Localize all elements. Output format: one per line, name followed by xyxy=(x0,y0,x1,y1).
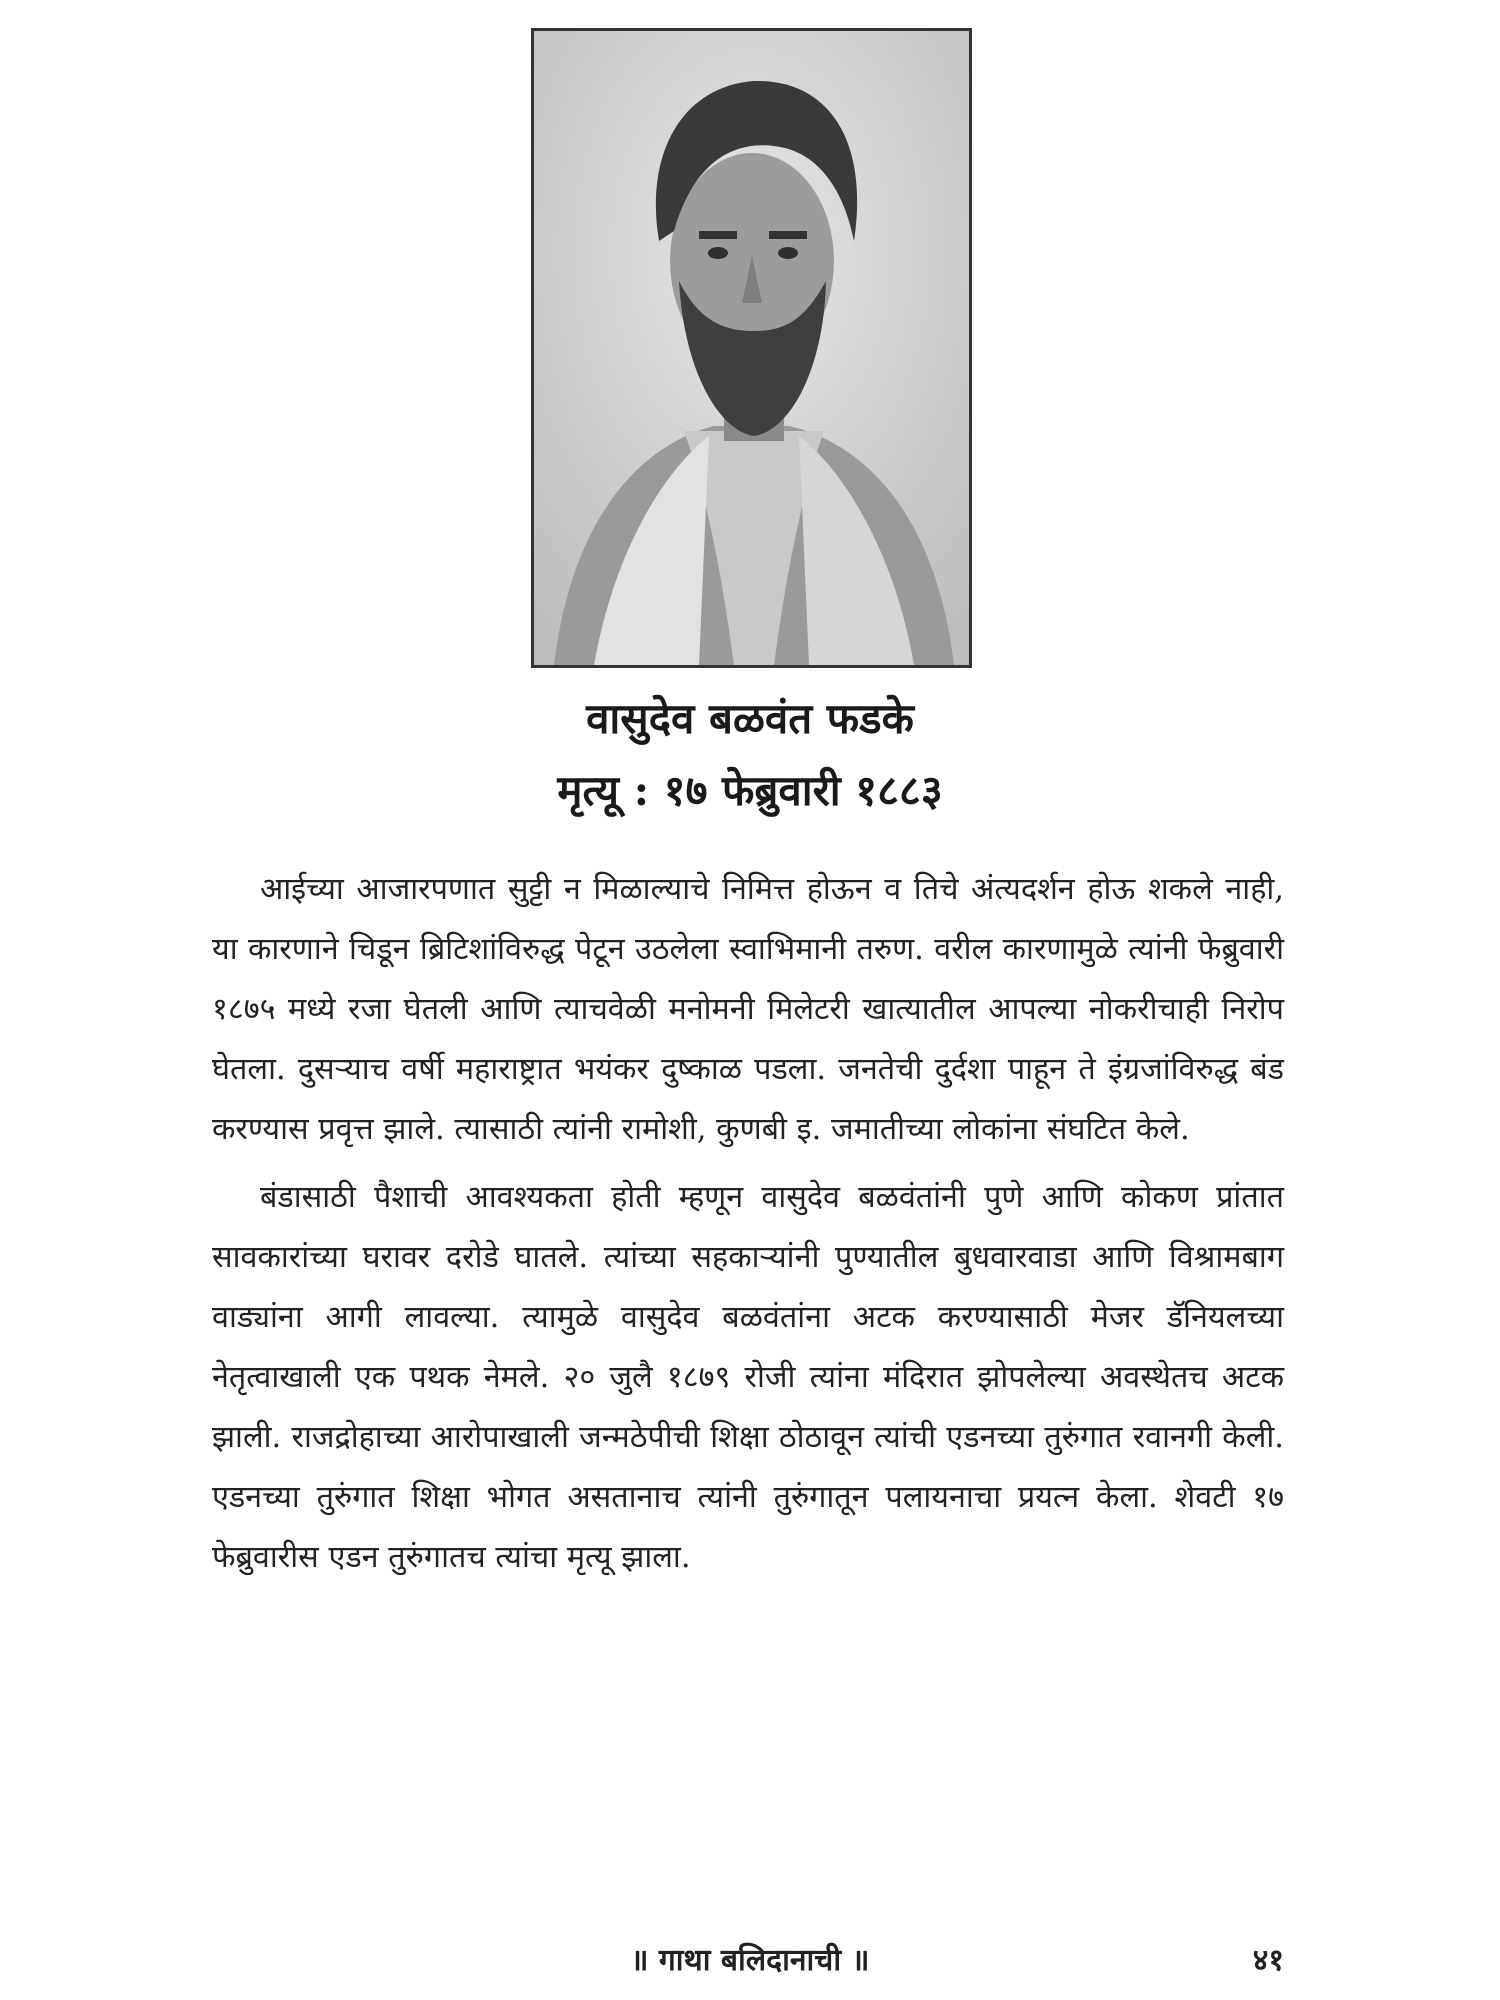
portrait-caption-name: वासुदेव बळवंत फडके xyxy=(586,694,914,743)
paragraph-1: आईच्या आजारपणात सुट्टी न मिळाल्याचे निमित्त होऊन व तिचे अंत्यदर्शन होऊ शकले नाही, या कारणाने चिडून ब्रिटिशांविरुद्ध पेटून उठलेला स्वाभिमानी तरुण. वरील कारणामुळे त्यांनी फेब्रुवारी १८७५ मध्ये रजा घेतली आणि त्याचवेळी मनोमनी मिलेटरी खात्यातील आपल्या नोकरीचाही निरोप घेतला. दुसऱ्याच वर्षी महाराष्ट्रात भयंकर दुष्काळ पडला. जनतेची दुर्दशा पाहून ते इंग्रजांविरुद्ध बंड करण्यास प्रवृत्त झाले. त्यासाठी त्यांनी रामोशी, कुणबी इ. जमातीच्या लोकांना संघटित केले. xyxy=(212,872,1284,1147)
paragraph-2: बंडासाठी पैशाची आवश्यकता होती म्हणून वासुदेव बळवंतांनी पुणे आणि कोकण प्रांतात सावकारांच्या घरावर दरोडे घातले. त्यांच्या सहकाऱ्यांनी पुण्यातील बुधवारवाडा आणि विश्रामबाग वाड्यांना आगी लावल्या. त्यामुळे वासुदेव बळवंतांना अटक करण्यासाठी मेजर डॅनियलच्या नेतृत्वाखाली एक पथक नेमले. २० जुलै १८७९ रोजी त्यांना मंदिरात झोपलेल्या अवस्थेतच अटक झाली. राजद्रोहाच्या आरोपाखाली जन्मठेपीची शिक्षा ठोठावून त्यांची एडनच्या तुरुंगात रवानगी केली. एडनच्या तुरुंगात शिक्षा भोगत असतानाच त्यांनी तुरुंगातून पलायनाचा प्रयत्न केला. शेवटी १७ फेब्रुवारीस एडन तुरुंगातच त्यांचा मृत्यू झाला. xyxy=(212,1180,1284,1575)
page-number: ४१ xyxy=(1252,1943,1284,1978)
biography-text xyxy=(212,860,1284,1588)
portrait-icon xyxy=(534,31,969,665)
footer-book-title: ॥ गाथा बलिदानाची ॥ xyxy=(630,1943,870,1978)
portrait-caption-death-date: मृत्यू : १७ फेब्रुवारी १८८३ xyxy=(557,766,943,815)
portrait-photo xyxy=(531,28,972,668)
